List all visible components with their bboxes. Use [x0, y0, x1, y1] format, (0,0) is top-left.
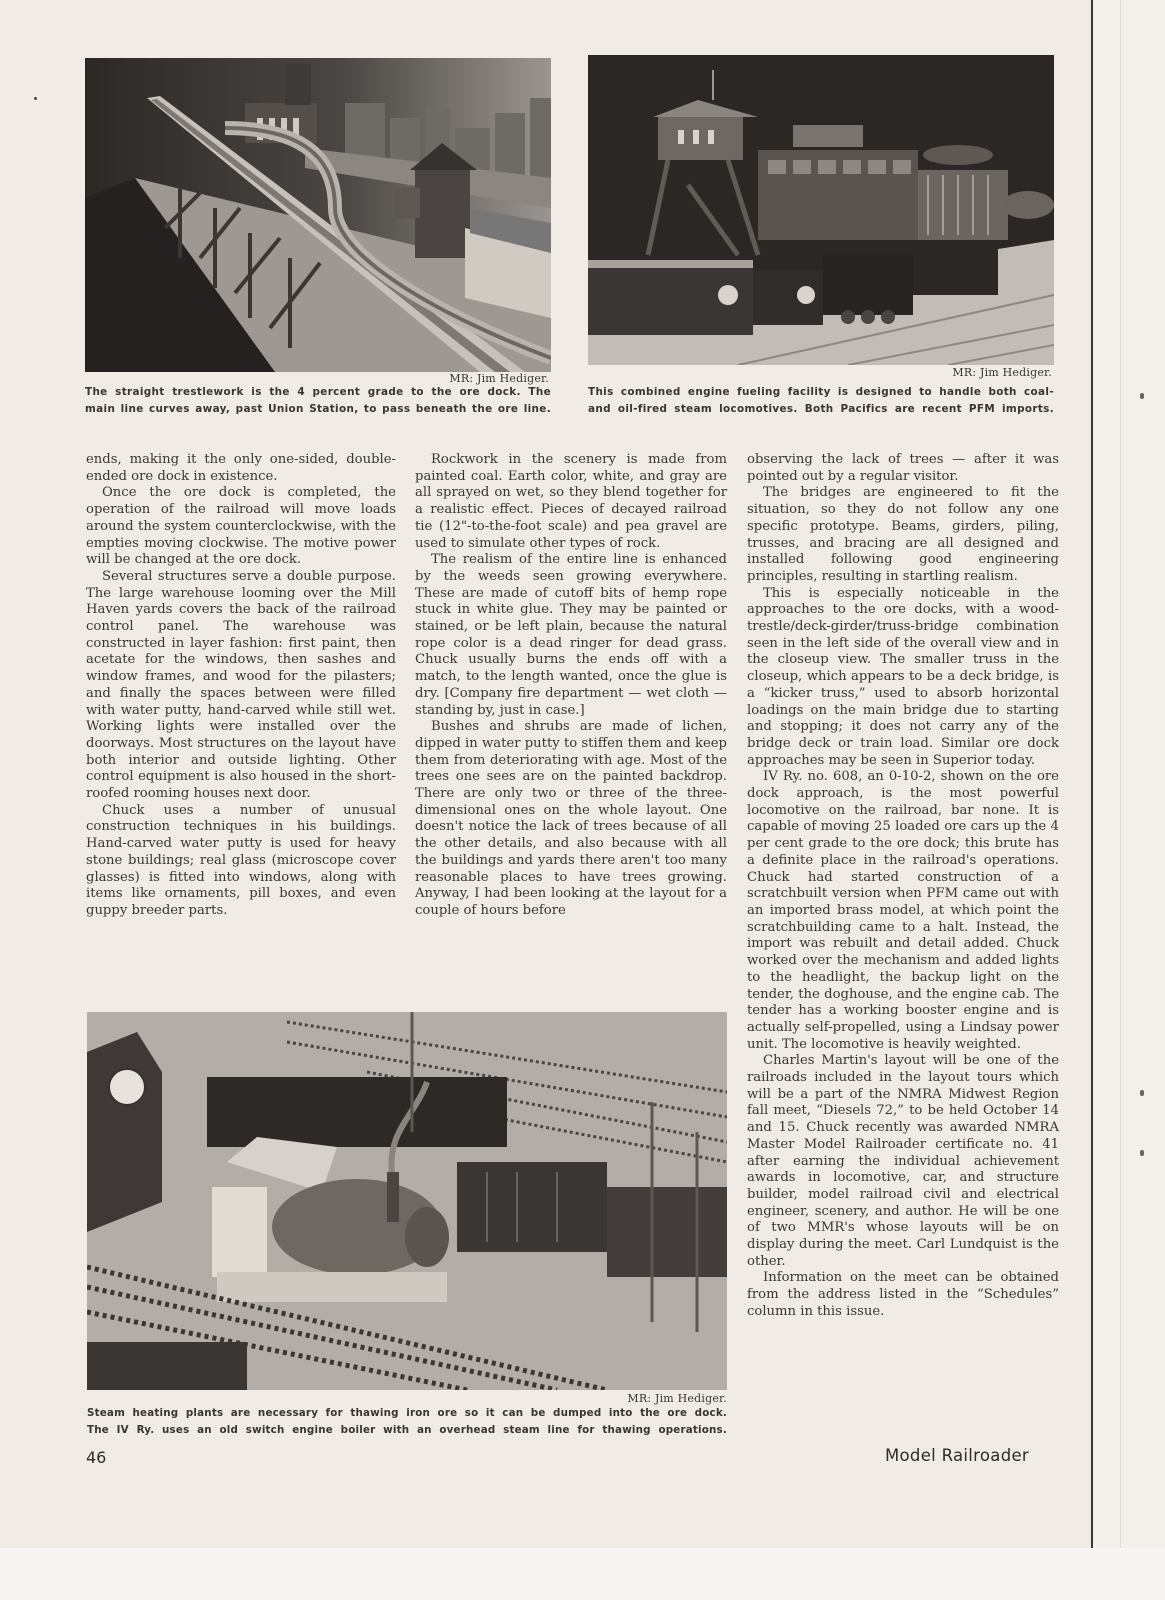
page-number: 46 — [86, 1448, 107, 1467]
print-speck — [34, 97, 37, 100]
paragraph: Bushes and shrubs are made of lichen, dipped in water putty to stiffen them and keep them from deteriorating with age. Most of the trees one sees are on the painted backdrop. There are only two or three of the three-dimensional ones on the whole layout. One doesn't notice the lack of trees because of all the other details, and also because with all the buildings and yards there aren't too many reasonable places to have trees growing. Anyway, I had been looking at the layout for a couple of hours before — [415, 719, 727, 918]
caption-line: and oil-fired steam locomotives. Both Pacifics are recent PFM imports. — [588, 403, 1054, 415]
page-edge-line — [1091, 0, 1093, 1548]
paragraph: This is especially noticeable in the approaches to the ore docks, with a wood-trestle/deck-girder/truss-bridge combination seen in the left side of the overall view and in the closeup view. The smaller truss in the closeup, which appears to be a deck bridge, is a “kicker truss,” used to absorb horizontal loadings on the main bridge due to starting and stopping; it does not carry any of the bridge deck or train load. Similar ore dock approaches may be seen in Superior today. — [747, 585, 1059, 768]
paragraph: IV Ry. no. 608, an 0-10-2, shown on the ore dock approach, is the most powerful locomotive on the railroad, bar none. It is capable of moving 25 loaded ore cars up the 4 per cent grade to the ore dock; this brute has a definite place in the railroad's operations. Chuck had started construction of a scratchbuilt version when PFM came out with an imported brass model, at which point the scratchbuilding came to a halt. Instead, the import was rebuilt and detail added. Chuck worked over the mechanism and added lights to the headlight, the backup light on the tender, the doghouse, and the engine cab. The tender has a working booster engine and is actually self-propelled, using a Lindsay power unit. The locomotive is heavily weighted. — [747, 769, 1059, 1052]
photo-credit: MR: Jim Hediger. — [627, 1392, 727, 1405]
scanner-margin — [0, 1548, 1165, 1600]
caption-line: main line curves away, past Union Station, to pass beneath the ore line. — [85, 403, 551, 415]
photo-fueling-facility — [588, 55, 1054, 365]
photo-trestle — [85, 58, 551, 372]
staple-mark — [1140, 393, 1144, 399]
paragraph: Charles Martin's layout will be one of the railroads included in the layout tours which will be a part of the NMRA Midwest Region fall meet, “Diesels 72,” to be held October 14 and 15. Chuck recently was awarded NMRA Master Model Railroader certificate no. 41 after earning the individual achievement awards in locomotive, car, and structure builder, model railroad civil and electrical engineer, scenery, and author. He will be one of two MMR's whose layouts will be on display during the meet. Carl Lundquist is the other. — [747, 1053, 1059, 1269]
article-column-1 — [86, 452, 396, 920]
article-column-3 — [747, 452, 1059, 1321]
photo-credit: MR: Jim Hediger. — [449, 372, 549, 385]
caption-line: The straight trestlework is the 4 percent grade to the ore dock. The — [85, 386, 551, 398]
paragraph: Chuck uses a number of unusual construction techniques in his buildings. Hand-carved water putty is used for heavy stone buildings; real glass (microscope cover glasses) is fitted into windows, along with items like ornaments, pill boxes, and even guppy breeder parts. — [86, 802, 396, 918]
caption-line: This combined engine fueling facility is designed to handle both coal- — [588, 386, 1054, 398]
paragraph: observing the lack of trees — after it was pointed out by a regular visitor. — [747, 452, 1059, 484]
caption-line: The IV Ry. uses an old switch engine boiler with an overhead steam line for thawing operations. — [87, 1424, 727, 1436]
paragraph: Once the ore dock is completed, the operation of the railroad will move loads around the system counterclockwise, with the empties moving clockwise. The motive power will be changed at the ore dock. — [86, 485, 396, 568]
photo-caption — [85, 384, 551, 418]
paragraph: Information on the meet can be obtained from the address listed in the “Schedules” column in this issue. — [747, 1270, 1059, 1319]
photo-credit: MR: Jim Hediger. — [952, 366, 1052, 379]
caption-line: Steam heating plants are necessary for thawing iron ore so it can be dumped into the ore dock. — [87, 1407, 727, 1419]
photo-caption — [87, 1405, 727, 1439]
photo-steam-heating-plant — [87, 1012, 727, 1390]
staple-mark — [1140, 1090, 1144, 1096]
paragraph: ends, making it the only one-sided, double-ended ore dock in existence. — [86, 452, 396, 484]
paragraph: The realism of the entire line is enhanced by the weeds seen growing everywhere. These are made of cutoff bits of hemp rope stuck in white glue. They may be painted or stained, or be left plain, because the natural rope color is a dead ringer for dead grass. Chuck usually burns the ends off with a match, to the length wanted, once the glue is dry. [Company fire department — wet cloth — standing by, just in case.] — [415, 552, 727, 718]
fold-line — [1120, 0, 1121, 1548]
staple-mark — [1140, 1150, 1144, 1156]
paragraph: Several structures serve a double purpose. The large warehouse looming over the Mill Haven yards covers the back of the railroad control panel. The warehouse was constructed in layer fashion: first paint, then acetate for the windows, then sashes and window frames, and wood for the pilasters; and finally the spaces between were filled with water putty, hand-carved while still wet. Working lights were installed over the doorways. Most structures on the layout have both interior and outside lighting. Other control equipment is also housed in the short-roofed rooming houses next door. — [86, 568, 396, 802]
publication-title: Model Railroader — [885, 1446, 1030, 1465]
adjacent-page-edge — [1092, 0, 1165, 1548]
photo-caption — [588, 384, 1054, 418]
paragraph: Rockwork in the scenery is made from painted coal. Earth color, white, and gray are all sprayed on wet, so they blend together for a realistic effect. Pieces of decayed railroad tie (12"-to-the-foot scale) and pea gravel are used to simulate other types of rock. — [415, 452, 727, 551]
article-column-2 — [415, 452, 727, 920]
paragraph: The bridges are engineered to fit the situation, so they do not follow any one specific prototype. Beams, girders, piling, trusses, and bracing are all designed and installed following good engineering principles, resulting in startling realism. — [747, 485, 1059, 584]
